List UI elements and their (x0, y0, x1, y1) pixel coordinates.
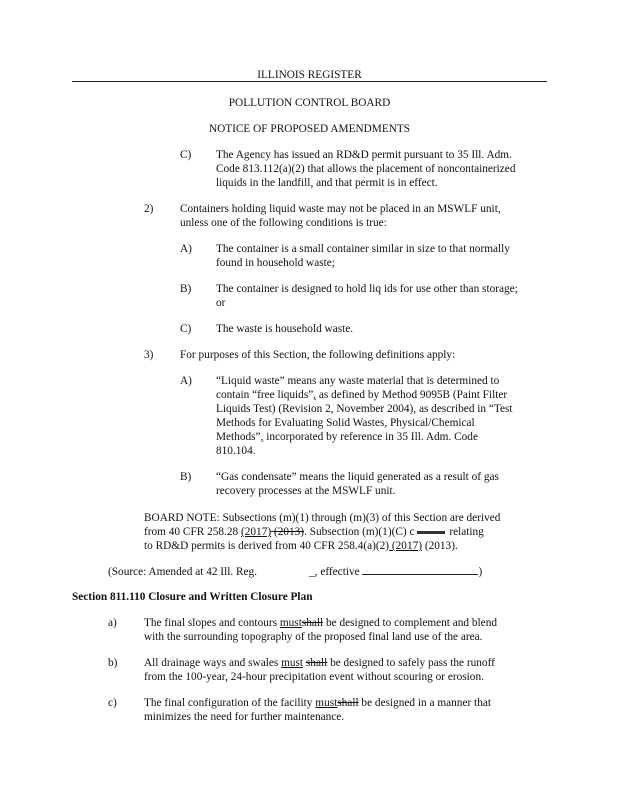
item-2a-label: A) (180, 243, 192, 255)
section-item-a-line-1: The final slopes and contours mustshall be designed to complement and blend (144, 617, 497, 629)
section-item-b-line-2: from the 100-year, 24-hour precipitation event without scouring or erosion. (144, 671, 484, 683)
inserted-year: (2017) (389, 540, 423, 552)
section-item-b-label: b) (108, 657, 118, 669)
register-title: ILLINOIS REGISTER (257, 69, 362, 81)
board-note-line-1: BOARD NOTE: Subsections (m)(1) through (m)(3) of this Section are derived (144, 512, 501, 524)
effective-date-blank (362, 574, 478, 575)
item-3b-line-1: “Gas condensate” means the liquid generated as a result of gas (216, 471, 499, 483)
item-3a-line-3: Liquids Test) (Revision 2, November 2004), as described in “Test (216, 403, 513, 415)
source-line: (Source: Amended at 42 Ill. Reg. _, effective ) (108, 566, 483, 578)
item-3a-line-5: Methods”, incorporated by reference in 35 Ill. Adm. Code (216, 431, 478, 443)
item-c-top-line-2: Code 813.112(a)(2) that allows the placement of noncontainerized (216, 163, 516, 175)
inserted-comma: , (260, 431, 264, 443)
section-item-a-line-2: with the surrounding topography of the proposed final land use of the area. (144, 631, 483, 643)
item-c-top-line-1: The Agency has issued an RD&D permit pursuant to 35 Ill. Adm. (216, 149, 512, 161)
section-item-c-line-1: The final configuration of the facility mustshall be designed in a manner that (144, 697, 491, 709)
deleted-year: (2013) (271, 526, 305, 538)
inserted-comma: , (313, 389, 317, 401)
item-2b-line-2: or (216, 297, 226, 309)
item-2-line-1: Containers holding liquid waste may not be placed in an MSWLF unit, (180, 203, 501, 215)
item-2c-label: C) (180, 323, 192, 335)
item-3b-line-2: recovery processes at the MSWLF unit. (216, 485, 396, 497)
item-3a-label: A) (180, 375, 192, 387)
notice-title: NOTICE OF PROPOSED AMENDMENTS (208, 123, 411, 135)
header-rule (72, 81, 547, 82)
board-note-line-3: to RD&D permits is derived from 40 CFR 258.4(a)(2) (2017) (2013). (144, 540, 458, 552)
section-item-c-label: c) (108, 697, 117, 709)
scan-smudge (417, 531, 445, 534)
item-3a-line-1: “Liquid waste” means any waste material that is determined to (216, 375, 500, 387)
board-note-line-2: from 40 CFR 258.28 (2017) (2013). Subsection (m)(1)(C) c relating (144, 526, 484, 538)
item-3a-line-2: contain “free liquids”, as defined by Method 9095B (Paint Filter (216, 389, 508, 401)
item-c-top-label: C) (180, 149, 192, 161)
item-2-line-2: unless one of the following conditions is true: (180, 217, 387, 229)
item-3-label: 3) (144, 349, 154, 361)
item-2a-line-1: The container is a small container similar in size to that normally (216, 243, 510, 255)
section-item-b-line-1: All drainage ways and swales must shall be designed to safely pass the runoff (144, 657, 495, 669)
section-heading: Section 811.110 Closure and Written Closure Plan (72, 591, 313, 603)
item-2b-label: B) (180, 283, 192, 295)
board-title: POLLUTION CONTROL BOARD (228, 97, 391, 109)
item-2a-line-2: found in household waste; (216, 257, 335, 269)
item-3a-line-6: 810.104. (216, 445, 256, 457)
item-3a-line-4: Methods for Evaluating Solid Wastes, Physical/Chemical (216, 417, 475, 429)
item-c-top-line-3: liquids in the landfill, and that permit is in effect. (216, 177, 438, 189)
item-3-line-1: For purposes of this Section, the following definitions apply: (180, 349, 456, 361)
item-3b-label: B) (180, 471, 192, 483)
item-2b-line-1: The container is designed to hold liq ids for use other than storage; (216, 283, 518, 295)
section-item-c-line-2: minimizes the need for further maintenance. (144, 711, 345, 723)
section-item-a-label: a) (108, 617, 117, 629)
inserted-year: (2017) (240, 526, 272, 538)
item-2c-line-1: The waste is household waste. (216, 323, 354, 335)
item-2-label: 2) (144, 203, 154, 215)
